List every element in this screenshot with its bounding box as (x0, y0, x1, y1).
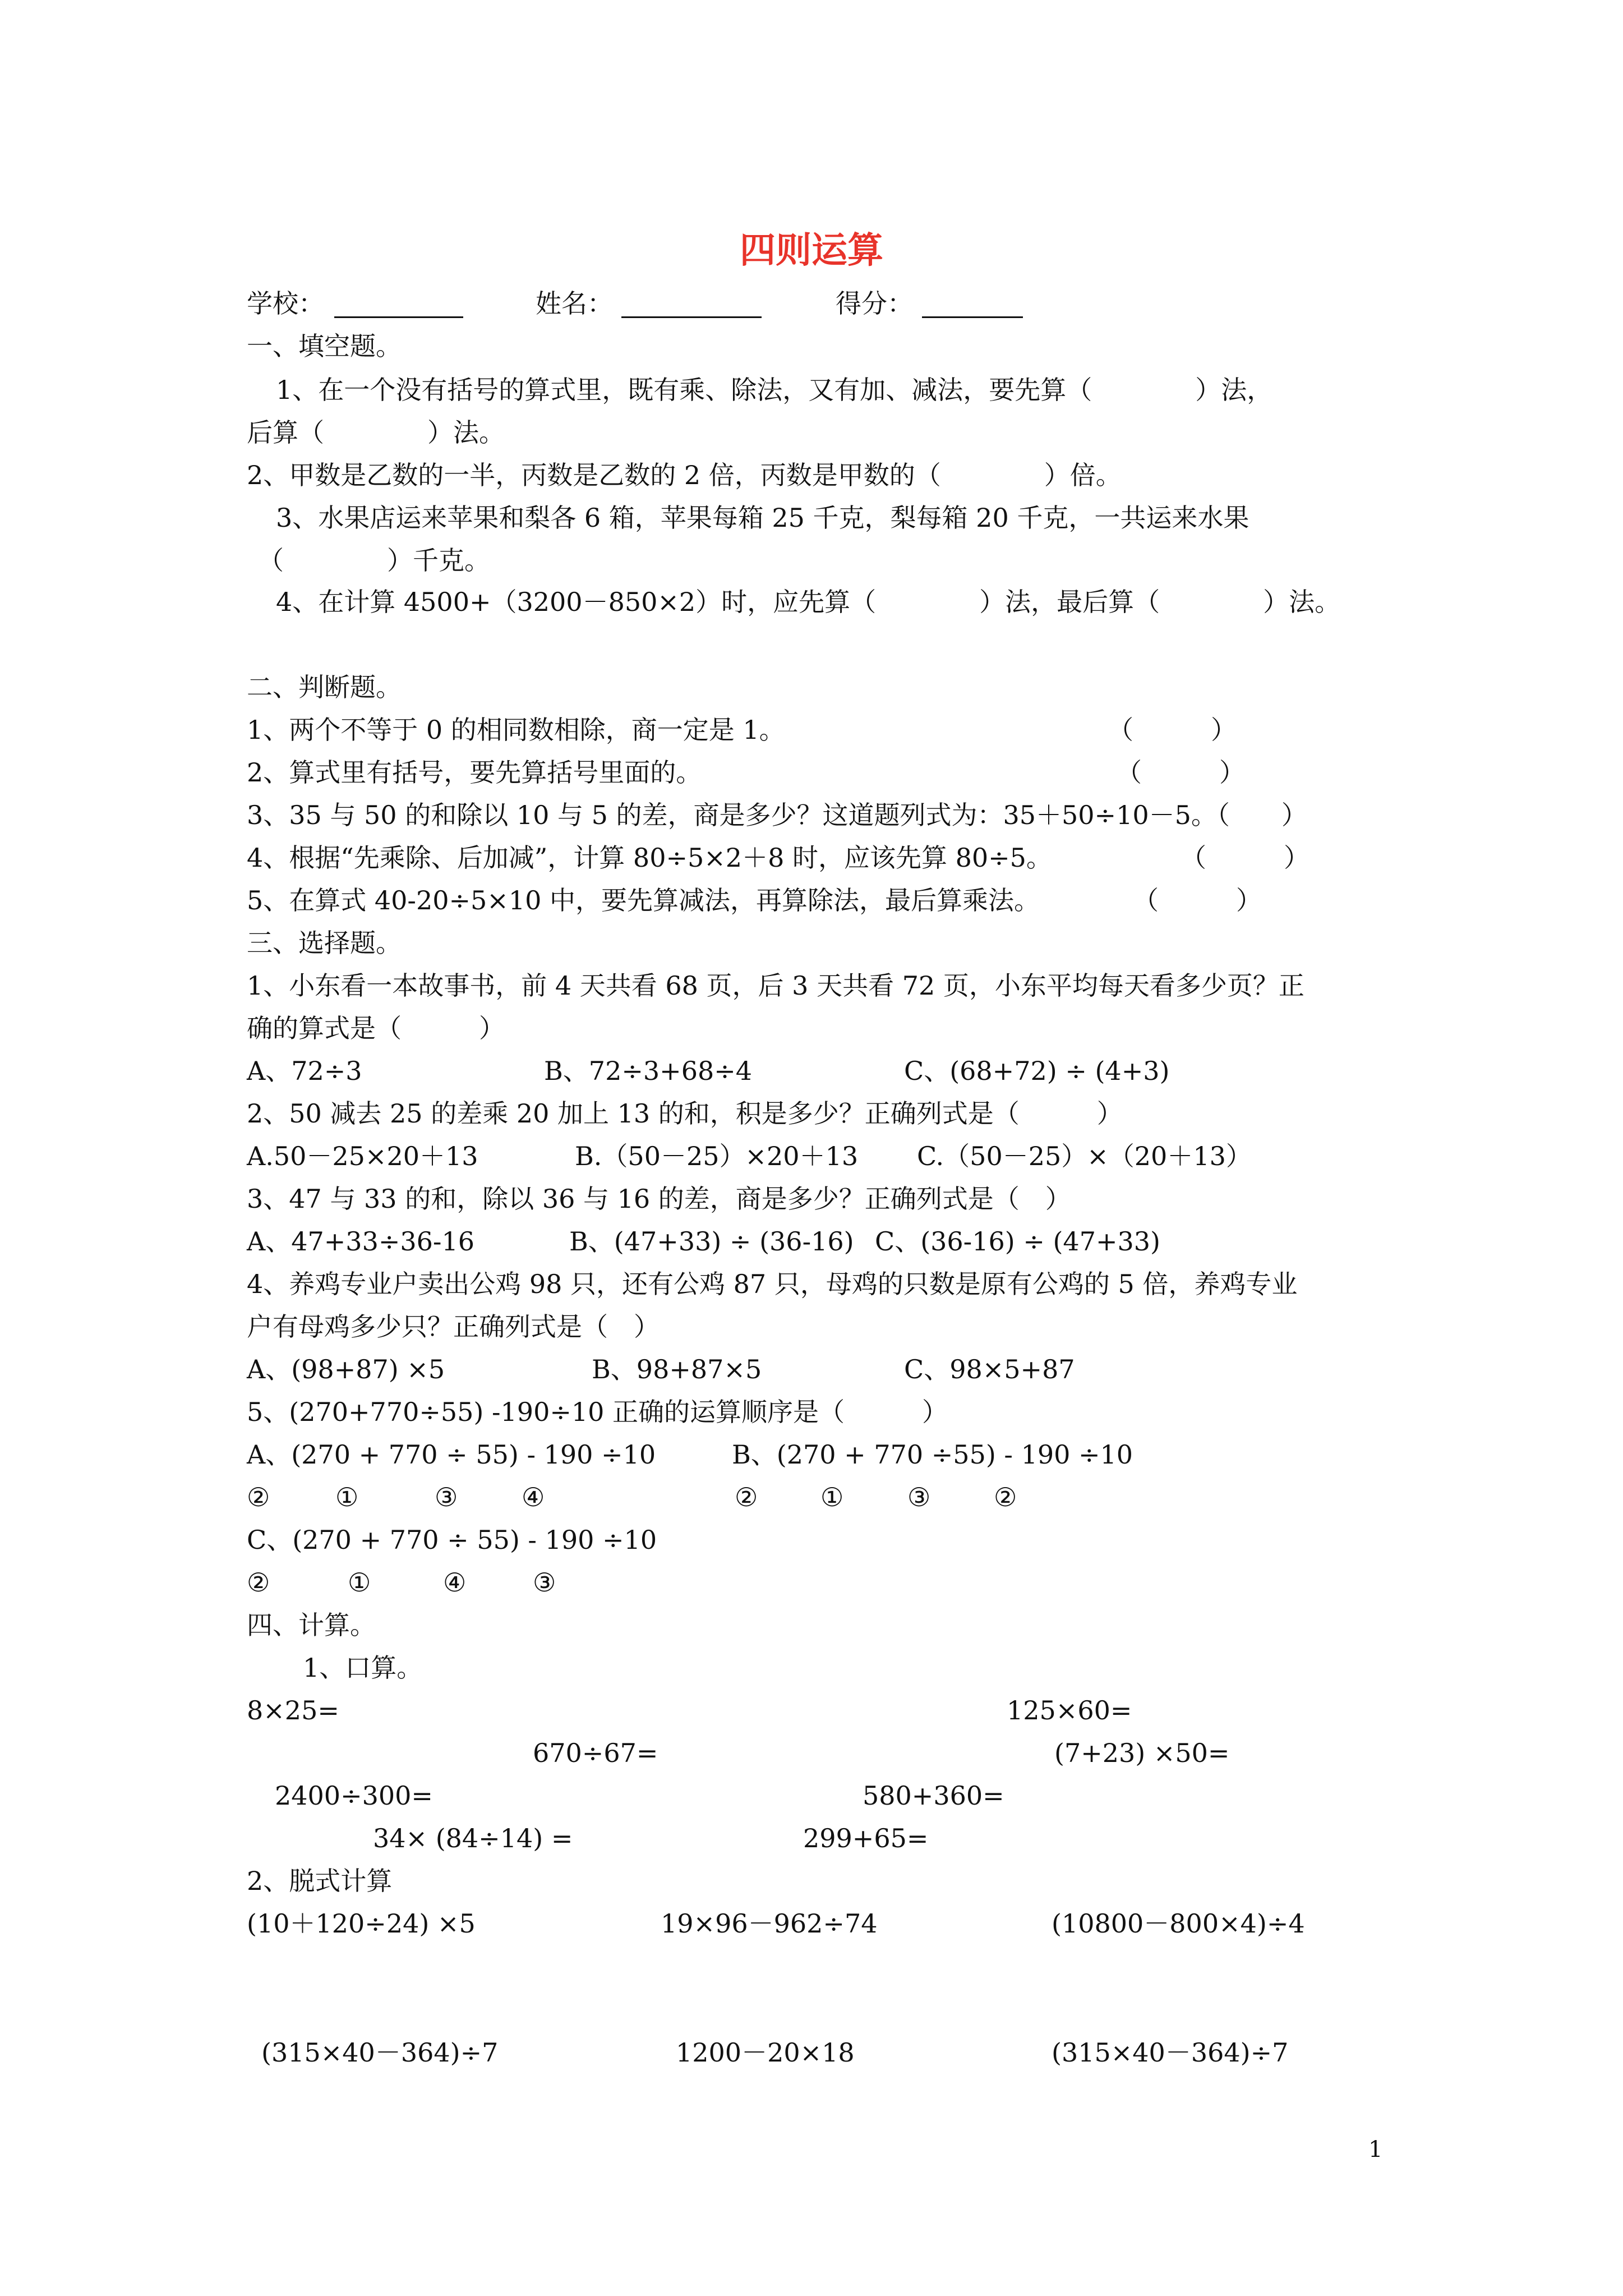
section-calculation-heading: 四、计算。 (247, 1610, 376, 1640)
fill-blank-q3-line2: （ ）千克。 (258, 545, 490, 576)
page-title: 四则运算 (740, 230, 883, 272)
choice-q5-option-a[interactable]: A、(270 + 770 ÷ 55) - 190 ÷10 (247, 1439, 656, 1470)
order-marker: ② (247, 1567, 270, 1598)
fill-blank-q2: 2、甲数是乙数的一半，丙数是乙数的 2 倍，丙数是甲数的（ ）倍。 (247, 460, 1122, 490)
choice-q1-line1: 1、小东看一本故事书，前 4 天共看 68 页，后 3 天共看 72 页，小东平均每天看多少页？正 (247, 970, 1304, 1001)
order-marker: ① (820, 1482, 844, 1512)
true-false-q1: 1、两个不等于 0 的相同数相除，商一定是 1。 (247, 715, 785, 745)
written-problem: (10＋120÷24) ×5 (247, 1908, 476, 1939)
choice-q1-option-c[interactable]: C、(68+72) ÷ (4+3) (904, 1056, 1170, 1086)
order-marker: ② (247, 1482, 270, 1512)
school-field[interactable] (334, 316, 463, 318)
choice-q5-option-c[interactable]: C、(270 + 770 ÷ 55) - 190 ÷10 (247, 1525, 657, 1555)
page-number: 1 (1368, 2137, 1383, 2162)
choice-q4-option-c[interactable]: C、98×5+87 (904, 1354, 1075, 1384)
written-problem: 1200－20×18 (676, 2037, 855, 2068)
order-marker: ④ (443, 1567, 467, 1598)
order-marker: ③ (435, 1482, 458, 1512)
true-false-q5: 5、在算式 40-20÷5×10 中，要先算减法，再算除法，最后算乘法。 (247, 885, 1040, 915)
true-false-q4: 4、根据“先乘除、后加减”，计算 80÷5×2＋8 时，应该先算 80÷5。 (247, 843, 1052, 873)
choice-q3-option-c[interactable]: C、(36-16) ÷ (47+33) (875, 1226, 1160, 1257)
choice-q1-line2: 确的算式是（ ） (247, 1013, 505, 1043)
oral-problem: 125×60= (1007, 1695, 1132, 1726)
true-false-q4-answer[interactable]: （ ） (1181, 843, 1310, 873)
choice-q3-option-b[interactable]: B、(47+33) ÷ (36-16) (569, 1226, 854, 1257)
written-problem: 19×96－962÷74 (661, 1908, 878, 1939)
order-marker: ④ (522, 1482, 545, 1512)
order-marker: ③ (907, 1482, 931, 1512)
choice-q1-option-a[interactable]: A、72÷3 (247, 1056, 362, 1086)
school-label: 学校： (247, 288, 324, 319)
fill-blank-q1-line2: 后算（ ）法。 (247, 417, 505, 448)
fill-blank-q4: 4、在计算 4500+（3200－850×2）时，应先算（ ）法，最后算（ ）法。 (276, 587, 1341, 617)
choice-q4-option-a[interactable]: A、(98+87) ×5 (247, 1354, 445, 1384)
true-false-q5-answer[interactable]: （ ） (1133, 885, 1262, 915)
order-marker: ② (735, 1482, 758, 1512)
oral-problem: 34× (84÷14) = (373, 1823, 573, 1853)
true-false-q2-answer[interactable]: （ ） (1116, 757, 1245, 788)
true-false-q1-answer[interactable]: （ ） (1108, 715, 1237, 745)
section-true-false-heading: 二、判断题。 (247, 672, 402, 702)
choice-q5: 5、(270+770÷55) -190÷10 正确的运算顺序是（ ） (247, 1397, 948, 1427)
order-marker: ② (994, 1482, 1017, 1512)
choice-q2-option-b[interactable]: B.（50－25）×20＋13 (575, 1141, 859, 1171)
order-marker: ① (335, 1482, 359, 1512)
choice-q4-line2: 户有母鸡多少只？正确列式是（ ） (247, 1312, 660, 1342)
section-fill-blank-heading: 一、填空题。 (247, 331, 402, 361)
score-label: 得分： (836, 288, 913, 319)
oral-calculation-heading: 1、口算。 (303, 1653, 423, 1683)
choice-q2-option-a[interactable]: A.50－25×20＋13 (247, 1141, 478, 1171)
oral-problem: 2400÷300= (275, 1780, 433, 1811)
choice-q2-option-c[interactable]: C.（50－25）×（20＋13） (917, 1141, 1252, 1171)
choice-q1-option-b[interactable]: B、72÷3+68÷4 (544, 1056, 753, 1086)
written-problem: (315×40－364)÷7 (261, 2037, 499, 2068)
true-false-q3: 3、35 与 50 的和除以 10 与 5 的差，商是多少？这道题列式为：35＋50÷10－5。（ ） (247, 800, 1307, 830)
oral-problem: 8×25= (247, 1695, 339, 1726)
written-problem: (10800－800×4)÷4 (1052, 1908, 1305, 1939)
name-field[interactable] (621, 316, 762, 318)
name-label: 姓名： (536, 288, 613, 319)
order-marker: ③ (533, 1567, 556, 1598)
score-field[interactable] (922, 316, 1023, 318)
order-marker: ① (348, 1567, 371, 1598)
choice-q3: 3、47 与 33 的和，除以 36 与 16 的差，商是多少？正确列式是（ ） (247, 1184, 1071, 1214)
written-calculation-heading: 2、脱式计算 (247, 1866, 393, 1896)
choice-q5-option-b[interactable]: B、(270 + 770 ÷55) - 190 ÷10 (732, 1439, 1133, 1470)
section-choice-heading: 三、选择题。 (247, 928, 402, 958)
oral-problem: 580+360= (863, 1780, 1004, 1811)
choice-q3-option-a[interactable]: A、47+33÷36-16 (247, 1226, 474, 1257)
choice-q2: 2、50 减去 25 的差乘 20 加上 13 的和，积是多少？正确列式是（ ） (247, 1098, 1123, 1129)
fill-blank-q3-line1: 3、水果店运来苹果和梨各 6 箱，苹果每箱 25 千克，梨每箱 20 千克，一共运来水果 (276, 503, 1249, 533)
true-false-q2: 2、算式里有括号，要先算括号里面的。 (247, 757, 702, 788)
choice-q4-option-b[interactable]: B、98+87×5 (592, 1354, 762, 1384)
oral-problem: 299+65= (803, 1823, 929, 1853)
fill-blank-q1-line1: 1、在一个没有括号的算式里，既有乘、除法，又有加、减法，要先算（ ）法， (276, 375, 1273, 405)
written-problem: (315×40－364)÷7 (1052, 2037, 1289, 2068)
oral-problem: 670÷67= (533, 1738, 658, 1768)
oral-problem: (7+23) ×50= (1054, 1738, 1230, 1768)
choice-q4-line1: 4、养鸡专业户卖出公鸡 98 只，还有公鸡 87 只，母鸡的只数是原有公鸡的 5 倍，养鸡专业 (247, 1269, 1298, 1299)
